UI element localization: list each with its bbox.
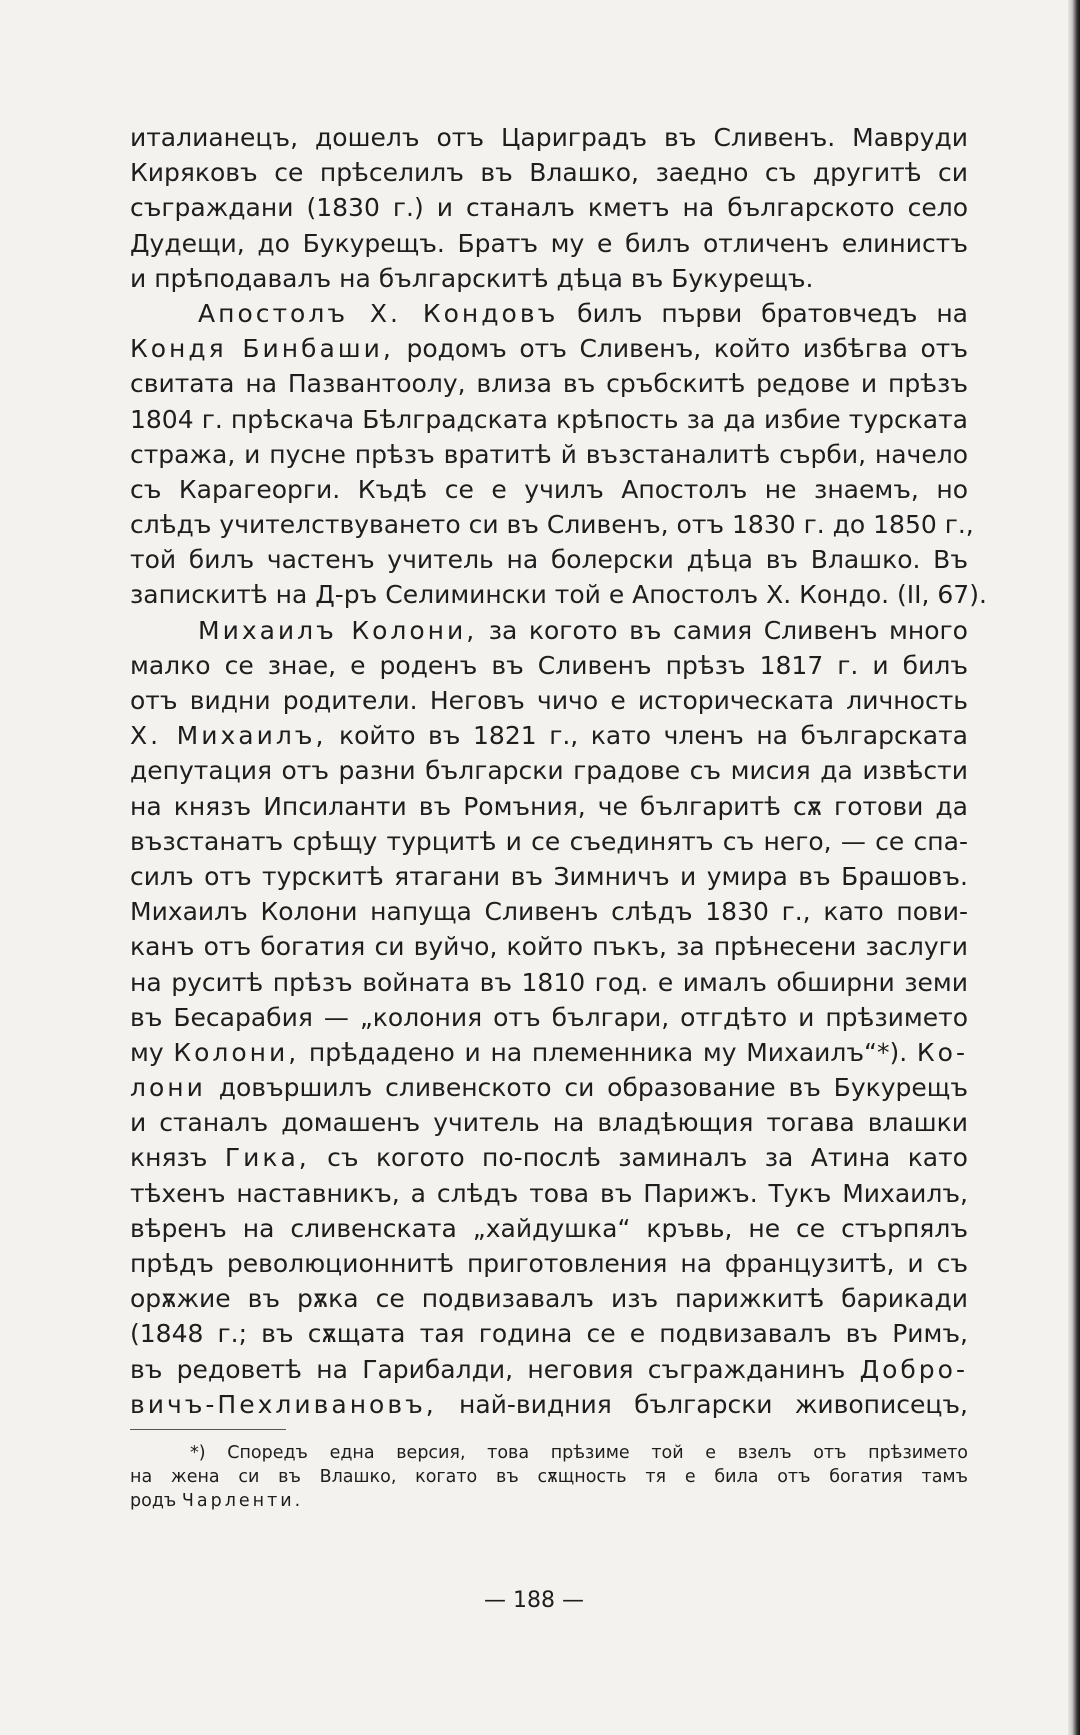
spaced-name: Кондя Бинбаши,: [130, 334, 394, 364]
text-line: запискитѣ на Д-ръ Селимински той е Апостолъ Х. Кондо. (II, 67).: [130, 580, 987, 610]
text-line: депутация отъ разни български градове съ мисия да извѣсти: [130, 756, 968, 786]
text-line: той билъ частенъ учитель на болерски дѣца въ Влашко. Въ: [130, 545, 968, 575]
footnote-divider: [130, 1429, 286, 1430]
body-text: [130, 120, 987, 1422]
spaced-name: Колони,: [173, 1037, 300, 1067]
spaced-name: Чарленти.: [181, 1491, 304, 1511]
text-line: и станалъ домашенъ учитель на владѣющия тогава влашки: [130, 1108, 968, 1138]
text-line: (1848 г.; въ сѫщата тая година се е подвизавалъ въ Римъ,: [130, 1319, 968, 1349]
text-line: 1804 г. прѣскача Бѣлградската крѣпость за да избие турската: [130, 404, 968, 434]
text-line: съграждани (1830 г.) и станалъ кметъ на българското село: [130, 193, 968, 223]
footnote-line: на жена си въ Влашко, когато въ сѫщность тя е била отъ богатия тамъ: [130, 1467, 968, 1487]
text-line: италианецъ, дошелъ отъ Цариградъ въ Сливенъ. Мавруди: [130, 123, 968, 152]
text-line: Михаилъ Колони напуща Сливенъ слѣдъ 1830 г., като пови-: [130, 897, 968, 927]
text-line: въ Бесарабия — „колония отъ българи, отгдѣто и прѣзимето: [130, 1002, 968, 1032]
spaced-name: Гика,: [224, 1143, 310, 1173]
page-number: — 188 —: [484, 1588, 584, 1613]
text-line: прѣдъ революционнитѣ приготовления на французитѣ, и съ: [130, 1249, 968, 1278]
text-line: вичъ-Пехливановъ, най-видния български живописецъ,: [130, 1389, 968, 1419]
text-line: възстанатъ срѣщу турцитѣ и се съединятъ съ него, — се спа-: [130, 826, 968, 856]
text-line: съ Карагеорги. Къдѣ се е училъ Апостолъ не знаемъ, но: [130, 474, 968, 504]
spaced-name: Апостолъ Х. Кондовъ: [198, 298, 559, 328]
text-line: лони довършилъ сливенското си образование въ Букурещъ: [130, 1073, 968, 1103]
footnote-line: *) Споредъ една версия, това прѣзиме той е взелъ отъ прѣзимето: [190, 1443, 968, 1463]
spaced-name: вичъ-Пехливановъ,: [130, 1389, 437, 1419]
text-line: на руситѣ прѣзъ войната въ 1810 год. е ималъ обширни земи: [130, 967, 968, 997]
text-line: стража, и пусне прѣзъ вратитѣ й възстаналитѣ сърби, начело: [130, 439, 968, 469]
spaced-name: Добро-: [859, 1354, 968, 1384]
text-line: Х. Михаилъ, който въ 1821 г., като членъ на българската: [130, 721, 968, 751]
text-line: слѣдъ учителствуването си въ Сливенъ, отъ 1830 г. до 1850 г.,: [130, 510, 974, 540]
text-line: свитата на Пазвантоолу, влиза въ сръбскитѣ редове и прѣзъ: [130, 369, 968, 399]
text-line: силъ отъ турскитѣ ятагани въ Зимничъ и умира въ Брашовъ.: [130, 861, 968, 891]
text-line: Дудещи, до Букурещъ. Братъ му е билъ отличенъ елинистъ: [130, 228, 968, 258]
spaced-name: Ко-: [916, 1037, 968, 1067]
text-line: орѫжие въ рѫка се подвизавалъ изъ парижкитѣ барикади: [130, 1284, 968, 1314]
spaced-name: лони: [130, 1073, 206, 1103]
text-line: вѣренъ на сливенската „хайдушка“ кръвь, не се стърпялъ: [130, 1213, 968, 1243]
page-edge-shadow: [1068, 0, 1080, 1735]
text-line: и прѣподавалъ на българскитѣ дѣца въ Букурещъ.: [130, 263, 814, 293]
text-line: Киряковъ се прѣселилъ въ Влашко, заедно съ другитѣ си: [130, 158, 968, 188]
text-line: въ редоветѣ на Гарибалди, неговия съгражданинъ Добро-: [130, 1354, 968, 1384]
text-line: му Колони, прѣдадено и на племенника му Михаилъ“*). Ко-: [130, 1037, 968, 1067]
text-line: Апостолъ Х. Кондовъ билъ първи братовчедъ на: [198, 298, 968, 328]
spaced-name: Михаилъ Колони,: [198, 615, 478, 645]
text-line: князъ Гика, съ когото по-послѣ заминалъ за Атина като: [130, 1143, 968, 1173]
text-line: тѣхенъ наставникъ, а слѣдъ това въ Парижъ. Тукъ Михаилъ,: [130, 1178, 968, 1208]
text-line: малко се знае, е роденъ въ Сливенъ прѣзъ 1817 г. и билъ: [130, 650, 968, 680]
text-line: канъ отъ богатия си вуйчо, който пъкъ, за прѣнесени заслуги: [130, 932, 968, 962]
text-line: отъ видни родители. Неговъ чичо е историческата личность: [130, 686, 968, 715]
footnote-line: родъ Чарленти.: [130, 1491, 304, 1511]
text-line: Кондя Бинбаши, родомъ отъ Сливенъ, който избѣгва отъ: [130, 334, 968, 364]
spaced-name: Х. Михаилъ,: [130, 721, 327, 751]
text-line: на князъ Ипсиланти въ Ромъния, че българитѣ сѫ готови да: [130, 791, 968, 821]
footnote: [130, 1441, 968, 1513]
text-line: Михаилъ Колони, за когото въ самия Сливенъ много: [198, 615, 968, 645]
